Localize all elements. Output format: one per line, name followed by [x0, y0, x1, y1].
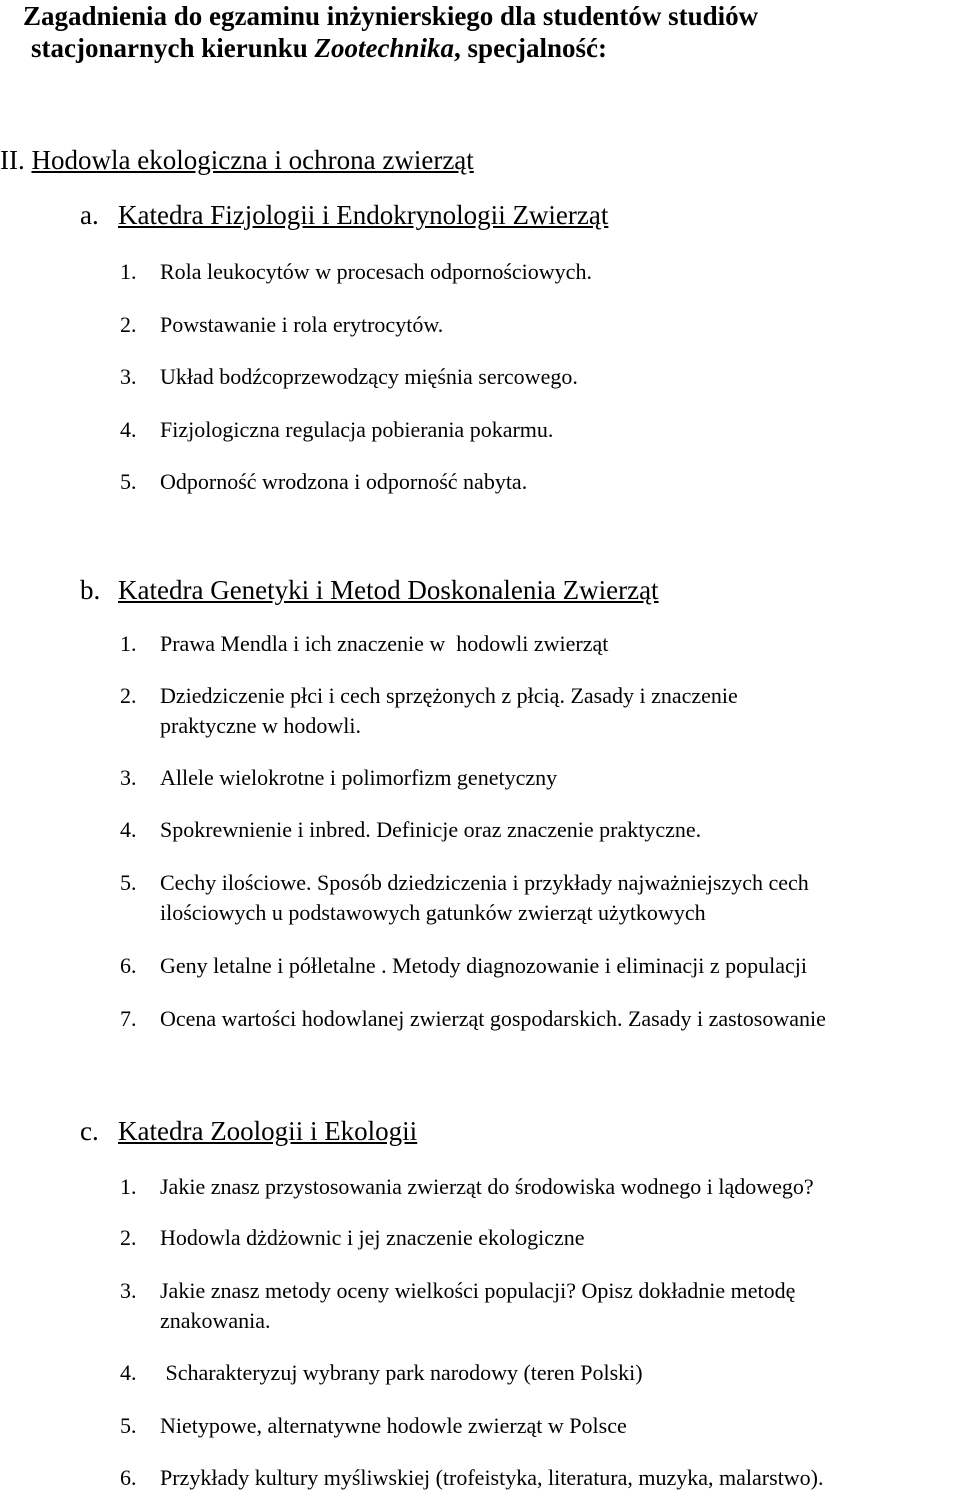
item-text-line-1: Cechy ilościowe. Sposób dziedziczenia i przykłady najważniejszych cech	[160, 870, 809, 895]
document-title-line-2	[31, 32, 943, 64]
item-text: Odporność wrodzona i odporność nabyta.	[160, 469, 528, 494]
item-text-line-2: ilościowych u podstawowych gatunków zwierząt użytkowych	[160, 900, 706, 925]
item-number: 1.	[120, 259, 137, 284]
item-number: 7.	[120, 1006, 137, 1031]
item-number: 4.	[120, 817, 137, 842]
item-number: 1.	[120, 1174, 137, 1199]
section-letter: b.	[80, 575, 101, 605]
item-text: Przykłady kultury myśliwskiej (trofeistyka, literatura, muzyka, malarstwo).	[160, 1465, 824, 1490]
item-number: 5.	[120, 1413, 137, 1438]
item-number: 5.	[120, 469, 137, 494]
item-text: Nietypowe, alternatywne hodowle zwierząt w Polsce	[160, 1413, 627, 1438]
section-letter: c.	[80, 1116, 99, 1146]
part-heading	[0, 144, 474, 176]
field-of-study: Zootechnika	[314, 33, 455, 63]
title-line-2-prefix: stacjonarnych kierunku	[31, 33, 315, 63]
item-text: Fizjologiczna regulacja pobierania pokarmu.	[160, 417, 554, 442]
title-line-2-suffix: , specjalność:	[454, 33, 608, 63]
section-title: Katedra Genetyki i Metod Doskonalenia Zwierząt	[118, 575, 659, 605]
item-text: Scharakteryzuj wybrany park narodowy (teren Polski)	[160, 1360, 643, 1385]
item-text: Układ bodźcoprzewodzący mięśnia sercowego.	[160, 364, 578, 389]
item-number: 2.	[120, 1225, 137, 1250]
item-number: 4.	[120, 417, 137, 442]
item-text: Ocena wartości hodowlanej zwierząt gospodarskich. Zasady i zastosowanie	[160, 1006, 826, 1031]
item-number: 1.	[120, 631, 137, 656]
item-text-line-1: Jakie znasz metody oceny wielkości populacji? Opisz dokładnie metodę	[160, 1278, 796, 1303]
item-text: Hodowla dżdżownic i jej znaczenie ekologiczne	[160, 1225, 585, 1250]
document-title	[23, 0, 943, 64]
item-number: 3.	[120, 765, 137, 790]
item-text: Geny letalne i półletalne . Metody diagnozowanie i eliminacji z populacji	[160, 953, 807, 978]
document-title-line-1: Zagadnienia do egzaminu inżynierskiego dla studentów studiów	[23, 1, 759, 31]
part-number: II.	[0, 145, 25, 175]
item-number: 3.	[120, 1278, 137, 1303]
item-number: 6.	[120, 1465, 137, 1490]
item-text-line-2: znakowania.	[160, 1308, 271, 1333]
item-text: Jakie znasz przystosowania zwierząt do środowiska wodnego i lądowego?	[160, 1174, 814, 1199]
item-text: Rola leukocytów w procesach odpornościowych.	[160, 259, 592, 284]
item-number: 6.	[120, 953, 137, 978]
section-title: Katedra Zoologii i Ekologii	[118, 1116, 418, 1146]
item-number: 2.	[120, 312, 137, 337]
item-text: Prawa Mendla i ich znaczenie w hodowli zwierząt	[160, 631, 609, 656]
item-number: 3.	[120, 364, 137, 389]
item-number: 4.	[120, 1360, 137, 1385]
item-number: 2.	[120, 683, 137, 708]
item-text: Allele wielokrotne i polimorfizm genetyczny	[160, 765, 558, 790]
part-title: Hodowla ekologiczna i ochrona zwierząt	[31, 145, 474, 175]
item-text-line-1: Dziedziczenie płci i cech sprzężonych z płcią. Zasady i znaczenie	[160, 683, 738, 708]
item-text: Powstawanie i rola erytrocytów.	[160, 312, 444, 337]
item-text: Spokrewnienie i inbred. Definicje oraz znaczenie praktyczne.	[160, 817, 702, 842]
section-letter: a.	[80, 200, 99, 230]
item-text-line-2: praktyczne w hodowli.	[160, 713, 361, 738]
item-number: 5.	[120, 870, 137, 895]
section-title: Katedra Fizjologii i Endokrynologii Zwierząt	[118, 200, 609, 230]
